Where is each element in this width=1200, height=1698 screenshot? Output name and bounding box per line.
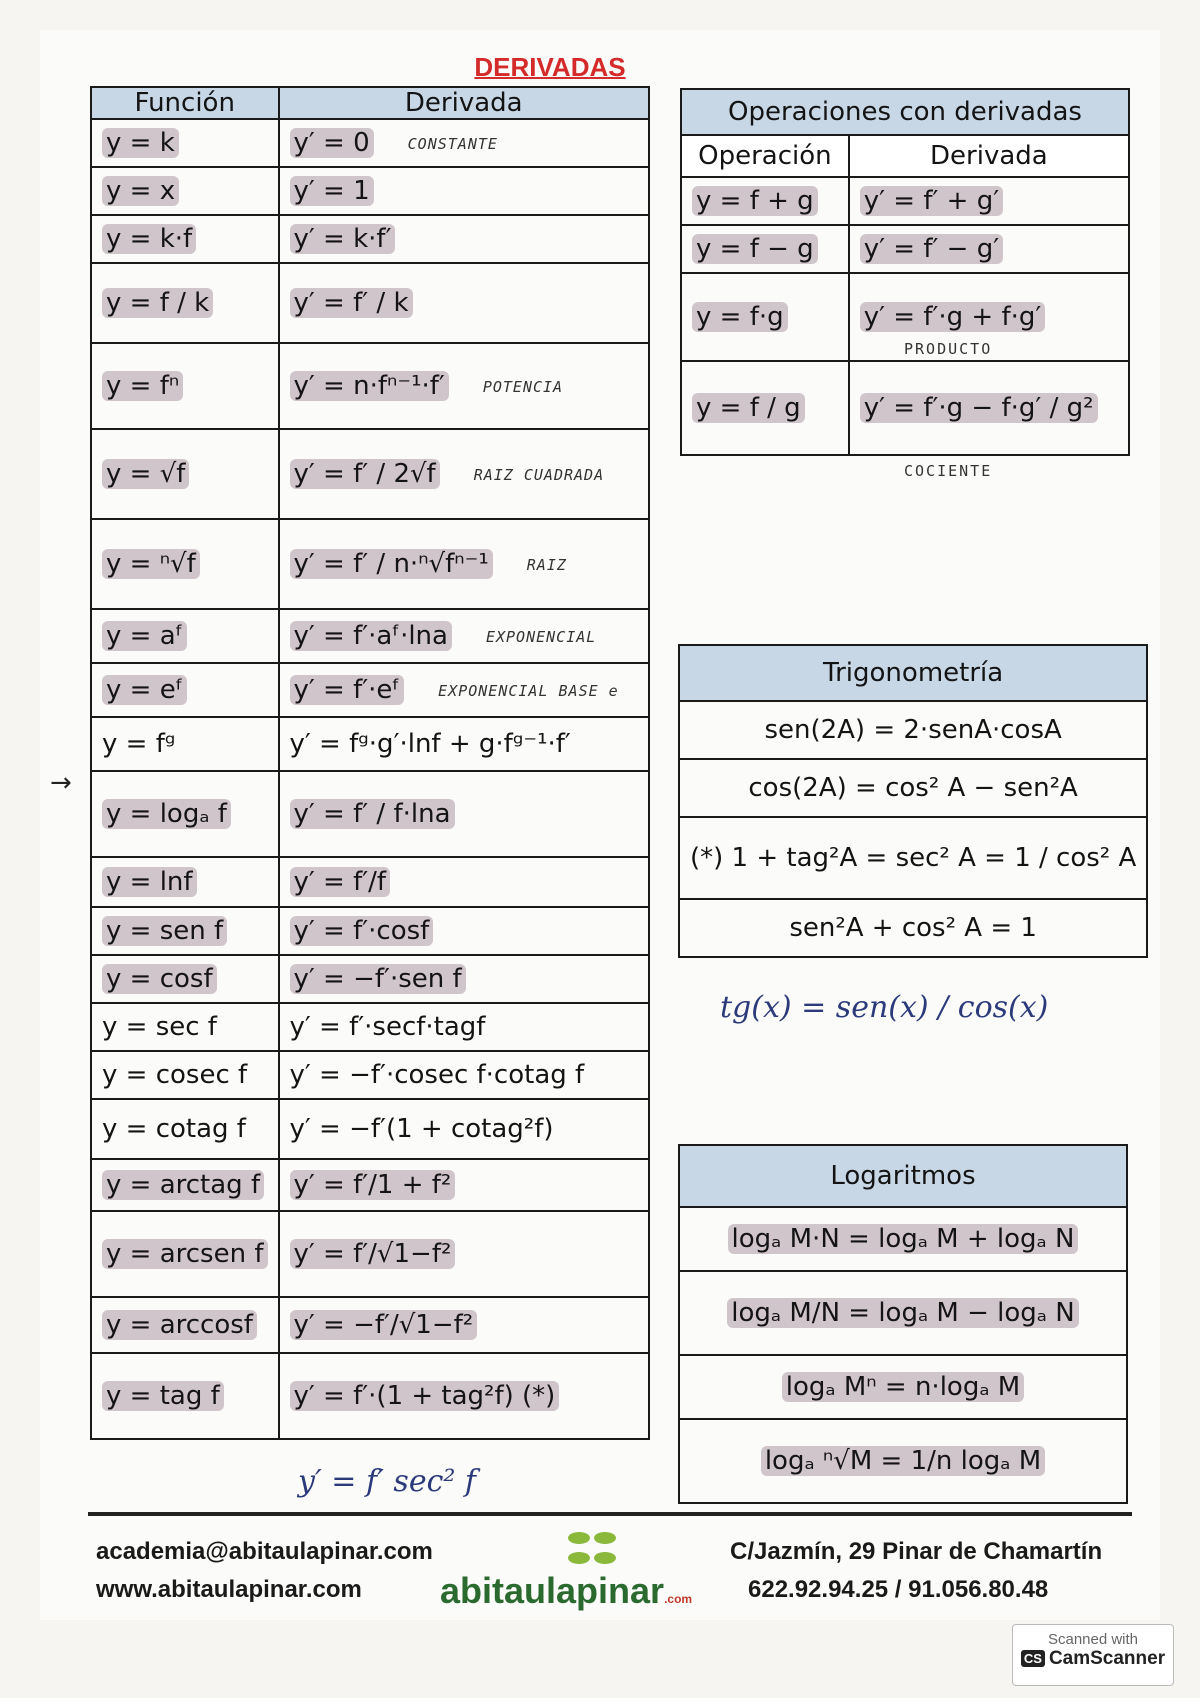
table-row bbox=[91, 857, 649, 907]
table-row bbox=[679, 899, 1147, 957]
function-cell bbox=[91, 1211, 279, 1297]
log-rule-cell bbox=[679, 1271, 1127, 1355]
row-note: RAIZ CUADRADA bbox=[473, 465, 605, 484]
table-row bbox=[91, 343, 649, 429]
derivative-text: y′ = n·fⁿ⁻¹·f′ bbox=[290, 371, 449, 401]
table-row bbox=[679, 1207, 1127, 1271]
footer-divider bbox=[88, 1512, 1132, 1516]
derivative-text: y′ = f′·eᶠ bbox=[290, 675, 405, 705]
derivative-text: y′ = f′ / 2√f bbox=[290, 459, 440, 489]
log-rule-cell bbox=[679, 1419, 1127, 1503]
table-row bbox=[681, 361, 1129, 455]
table-row bbox=[91, 609, 649, 663]
log-rule-text: logₐ M·N = logₐ M + logₐ N bbox=[728, 1224, 1079, 1254]
table-row bbox=[91, 955, 649, 1003]
function-cell bbox=[91, 1003, 279, 1051]
table-row bbox=[91, 519, 649, 609]
derivative-text: y′ = −f′/√1−f² bbox=[290, 1310, 478, 1340]
derivative-text: y′ = f′/√1−f² bbox=[290, 1239, 456, 1269]
table-row bbox=[679, 817, 1147, 899]
table-row bbox=[91, 907, 649, 955]
logo-text: abitaulapinar bbox=[440, 1570, 665, 1611]
table-row bbox=[679, 759, 1147, 817]
badge-big-text bbox=[1013, 1648, 1173, 1670]
identity-cell: sen(2A) = 2·senA·cosA bbox=[679, 701, 1147, 759]
operation-cell bbox=[681, 225, 849, 273]
table-title-row bbox=[681, 89, 1129, 135]
function-text: y = cotag f bbox=[102, 1114, 246, 1144]
function-cell bbox=[91, 167, 279, 215]
operation-text: y = f / g bbox=[692, 393, 805, 423]
derivative-cell bbox=[279, 1099, 650, 1159]
function-cell bbox=[91, 1099, 279, 1159]
page-title: DERIVADAS bbox=[474, 52, 626, 82]
derivative-text: y′ = f′ + g′ bbox=[860, 186, 1003, 216]
derivative-cell bbox=[279, 771, 650, 857]
function-cell bbox=[91, 1159, 279, 1211]
derivative-cell bbox=[279, 1003, 650, 1051]
log-rule-text: logₐ Mⁿ = n·logₐ M bbox=[782, 1372, 1024, 1402]
derivative-text: y′ = f′·g + f·g′ bbox=[860, 302, 1046, 332]
identity-cell: cos(2A) = cos² A − sen²A bbox=[679, 759, 1147, 817]
table-row bbox=[681, 225, 1129, 273]
operation-cell bbox=[681, 273, 849, 361]
function-text: y = sec f bbox=[102, 1012, 217, 1042]
derivative-cell bbox=[279, 1211, 650, 1297]
derivative-cell bbox=[279, 717, 650, 771]
function-text: y = aᶠ bbox=[102, 621, 187, 651]
function-text: y = arctag f bbox=[102, 1170, 264, 1200]
derivative-text: y′ = f′·secf·tagf bbox=[289, 1012, 486, 1042]
function-cell bbox=[91, 717, 279, 771]
log-rule-cell bbox=[679, 1355, 1127, 1419]
derivative-text: y′ = f′/1 + f² bbox=[290, 1170, 456, 1200]
function-text: y = k·f bbox=[102, 224, 196, 254]
function-cell bbox=[91, 343, 279, 429]
function-cell bbox=[91, 1051, 279, 1099]
derivative-text: y′ = 0 bbox=[290, 128, 374, 158]
header-derivada: Derivada bbox=[849, 135, 1129, 177]
function-text: y = eᶠ bbox=[102, 675, 187, 705]
function-text: y = cosf bbox=[102, 964, 217, 994]
header-funcion: Función bbox=[91, 87, 279, 119]
table-row bbox=[91, 1297, 649, 1353]
log-rule-text: logₐ M/N = logₐ M − logₐ N bbox=[727, 1298, 1078, 1328]
log-rule-cell bbox=[679, 1207, 1127, 1271]
function-cell bbox=[91, 955, 279, 1003]
derivative-cell bbox=[849, 361, 1129, 455]
derivative-text: y′ = −f′·sen f bbox=[290, 964, 466, 994]
badge-brand: CamScanner bbox=[1048, 1648, 1166, 1669]
operations-title: Operaciones con derivadas bbox=[681, 89, 1129, 135]
operation-text: y = f + g bbox=[692, 186, 818, 216]
logo-dots-icon bbox=[566, 1530, 618, 1570]
table-title-row bbox=[679, 1145, 1127, 1207]
function-cell bbox=[91, 119, 279, 167]
function-cell bbox=[91, 519, 279, 609]
function-text: y = √f bbox=[102, 459, 189, 489]
logarithms-table bbox=[678, 1144, 1128, 1504]
derivative-cell bbox=[279, 263, 650, 343]
identity-cell: sen²A + cos² A = 1 bbox=[679, 899, 1147, 957]
function-text: y = arcsen f bbox=[102, 1239, 268, 1269]
function-text: y = tag f bbox=[102, 1381, 224, 1411]
function-text: y = sen f bbox=[102, 916, 227, 946]
derivative-cell bbox=[279, 955, 650, 1003]
table-row bbox=[91, 1003, 649, 1051]
logo-tld: .com bbox=[664, 1592, 693, 1606]
row-note: POTENCIA bbox=[482, 377, 564, 396]
table-row bbox=[91, 215, 649, 263]
derivative-text: y′ = f′/f bbox=[290, 867, 391, 897]
derivative-cell bbox=[279, 1051, 650, 1099]
table-header-row bbox=[681, 135, 1129, 177]
derivative-cell bbox=[279, 215, 650, 263]
row-note: EXPONENCIAL BASE e bbox=[438, 681, 619, 700]
function-text: y = lnf bbox=[102, 867, 197, 897]
derivative-cell bbox=[849, 225, 1129, 273]
function-cell bbox=[91, 263, 279, 343]
derivative-text: y′ = f′ / n·ⁿ√fⁿ⁻¹ bbox=[290, 549, 493, 579]
operation-cell bbox=[681, 361, 849, 455]
table-row bbox=[91, 1211, 649, 1297]
function-text: y = k bbox=[102, 128, 179, 158]
footer-website[interactable]: www.abitaulapinar.com bbox=[96, 1576, 362, 1603]
derivative-cell bbox=[279, 907, 650, 955]
table-row bbox=[91, 663, 649, 717]
derivative-cell bbox=[279, 1159, 650, 1211]
trigonometry-title: Trigonometría bbox=[679, 645, 1147, 701]
operations-table bbox=[680, 88, 1130, 456]
table-header-row bbox=[91, 87, 649, 119]
camscanner-logo-icon: CS bbox=[1021, 1650, 1045, 1667]
derivative-cell bbox=[279, 119, 650, 167]
function-cell bbox=[91, 1353, 279, 1439]
function-text: y = fⁿ bbox=[102, 371, 183, 401]
function-cell bbox=[91, 429, 279, 519]
table-row bbox=[91, 771, 649, 857]
operation-text: y = f − g bbox=[692, 234, 818, 264]
caption-cociente: COCIENTE bbox=[904, 462, 993, 480]
derivative-text: y′ = 1 bbox=[290, 176, 374, 206]
derivative-cell bbox=[279, 663, 650, 717]
row-note: CONSTANTE bbox=[407, 134, 498, 153]
derivative-cell bbox=[279, 519, 650, 609]
derivative-cell bbox=[849, 177, 1129, 225]
function-text: y = f / k bbox=[102, 288, 213, 318]
table-row bbox=[679, 1355, 1127, 1419]
handwritten-tg-note: tg(x) = sen(x) / cos(x) bbox=[720, 990, 1049, 1025]
function-cell bbox=[91, 771, 279, 857]
derivative-text: y′ = f′ / k bbox=[290, 288, 413, 318]
derivative-cell bbox=[279, 609, 650, 663]
function-text: y = arccosf bbox=[102, 1310, 257, 1340]
function-cell bbox=[91, 907, 279, 955]
function-cell bbox=[91, 1297, 279, 1353]
footer-email[interactable]: academia@abitaulapinar.com bbox=[96, 1538, 433, 1565]
row-note: RAIZ bbox=[526, 555, 567, 574]
handwritten-sec-note: y′ = f′ sec² f bbox=[298, 1464, 477, 1499]
table-row bbox=[91, 1159, 649, 1211]
identity-cell: (*) 1 + tag²A = sec² A = 1 / cos² A bbox=[679, 817, 1147, 899]
derivative-cell bbox=[279, 1297, 650, 1353]
derivative-text: y′ = fᵍ·g′·lnf + g·fᵍ⁻¹·f′ bbox=[289, 729, 571, 759]
derivative-text: y′ = f′·aᶠ·lna bbox=[290, 621, 452, 651]
operation-text: y = f·g bbox=[692, 302, 788, 332]
function-text: y = cosec f bbox=[102, 1060, 248, 1090]
function-text: y = fᵍ bbox=[102, 729, 176, 759]
table-row bbox=[679, 1419, 1127, 1503]
derivative-text: y′ = −f′(1 + cotag²f) bbox=[289, 1114, 554, 1144]
function-cell bbox=[91, 663, 279, 717]
derivative-cell bbox=[279, 167, 650, 215]
derivative-text: y′ = f′ / f·lna bbox=[290, 799, 455, 829]
table-row bbox=[681, 177, 1129, 225]
arrow-icon: → bbox=[50, 768, 72, 798]
derivative-text: y′ = f′ − g′ bbox=[860, 234, 1003, 264]
function-cell bbox=[91, 609, 279, 663]
function-text: y = ⁿ√f bbox=[102, 549, 200, 579]
derivative-text: y′ = f′·g − f·g′ / g² bbox=[860, 393, 1098, 423]
table-row bbox=[91, 167, 649, 215]
log-rule-text: logₐ ⁿ√M = 1/n logₐ M bbox=[761, 1446, 1045, 1476]
derivative-text: y′ = f′·(1 + tag²f) (*) bbox=[290, 1381, 560, 1411]
function-text: y = x bbox=[102, 176, 179, 206]
footer-address: C/Jazmín, 29 Pinar de Chamartín bbox=[730, 1538, 1103, 1565]
table-title-row bbox=[679, 645, 1147, 701]
header-operacion: Operación bbox=[681, 135, 849, 177]
derivative-text: y′ = k·f′ bbox=[290, 224, 396, 254]
trigonometry-table bbox=[678, 644, 1148, 958]
derivatives-table bbox=[90, 86, 650, 1440]
derivative-cell bbox=[279, 429, 650, 519]
table-row bbox=[91, 429, 649, 519]
derivative-cell bbox=[279, 343, 650, 429]
table-row bbox=[91, 1051, 649, 1099]
logarithms-title: Logaritmos bbox=[679, 1145, 1127, 1207]
table-row bbox=[91, 1099, 649, 1159]
table-row bbox=[91, 1353, 649, 1439]
table-row bbox=[91, 119, 649, 167]
brand-logo bbox=[440, 1570, 692, 1612]
derivative-cell bbox=[279, 857, 650, 907]
table-row bbox=[91, 263, 649, 343]
function-cell bbox=[91, 215, 279, 263]
row-note: EXPONENCIAL bbox=[485, 627, 597, 646]
badge-small-text: Scanned with bbox=[1047, 1631, 1139, 1648]
table-row bbox=[679, 1271, 1127, 1355]
derivative-cell bbox=[279, 1353, 650, 1439]
caption-producto: PRODUCTO bbox=[904, 340, 993, 358]
table-row bbox=[679, 701, 1147, 759]
function-text: y = logₐ f bbox=[102, 799, 231, 829]
function-cell bbox=[91, 857, 279, 907]
operation-cell bbox=[681, 177, 849, 225]
camscanner-badge bbox=[1012, 1624, 1174, 1686]
header-derivada: Derivada bbox=[279, 87, 650, 119]
footer-phones: 622.92.94.25 / 91.056.80.48 bbox=[748, 1576, 1049, 1603]
derivative-text: y′ = −f′·cosec f·cotag f bbox=[289, 1060, 585, 1090]
table-row bbox=[91, 717, 649, 771]
derivative-text: y′ = f′·cosf bbox=[290, 916, 434, 946]
